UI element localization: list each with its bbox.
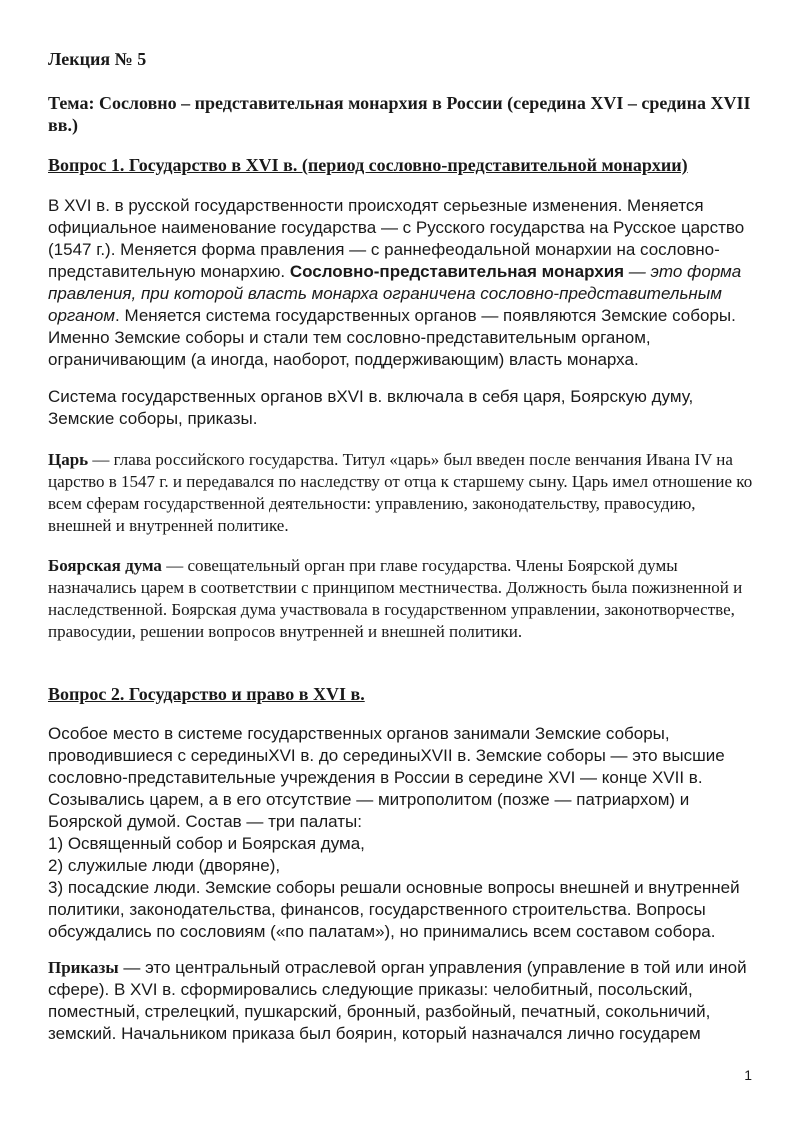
paragraph-text: Особое место в системе государственных органов занимали Земские соборы, проводившиеся с серединыXVI в. до серединыXVII в. Земские соборы — это высшие сословно-представительные учреждения в России в середине XVI — конце XVII в. Созывались царем, а в его отсутствие — митрополитом (позже — патриархом) и Боярской думой. Состав — три палаты: [48,724,725,831]
question-2-paragraph-prikazy [48,957,760,1045]
paragraph-text: В XVI в. в русской государственности происходят серьезные изменения. Меняется официальное наименование государства — с Русского государства на Русское царство (1547 г.). Меняется форма правления — с раннефеодальной монархии на сословно-представительную монархию. [48,196,745,281]
term-estate-monarchy: Сословно-представительная монархия [289,262,625,281]
page-number: 1 [744,1067,752,1083]
question-1-paragraph-1 [48,195,760,371]
paragraph-text: — это центральный отраслевой орган управления (управление в той или иной сфере). В XVI в. сформировались следующие приказы: челобитный, посольский, поместный, стрелецкий, пушкарский, бронный, разбойный, печатный, сокольничий, земский. Начальником приказа был боярин, который назначался лично государем [48,958,747,1043]
list-item: 1) Освященный собор и Боярская дума, [48,834,365,853]
term-prikazy: Приказы [48,958,119,977]
topic-heading: Тема: Сословно – представительная монархия в России (середина XVI – средина XVII вв.) [48,93,751,135]
paragraph-text: . Меняется система государственных органов — появляются Земские соборы. Именно Земские соборы и стали тем сословно-представительным органом, ограничивающим (а иногда, наоборот, поддерживающим) власть монарха. [48,306,736,369]
list-item: 3) посадские люди. Земские соборы решали основные вопросы внешней и внутренней политики, законодательства, финансов, государственного строительства. Вопросы обсуждались по сословиям («по палатам»), но принимались всем составом собора. [48,878,740,941]
question-2-paragraph-1 [48,723,760,943]
question-1-paragraph-tsar [48,449,760,537]
term-tsar: Царь [48,450,89,469]
dash: — [624,262,651,281]
question-2-heading: Вопрос 2. Государство и право в XVI в. [48,684,365,704]
list-item: 2) служилые люди (дворяне), [48,856,281,875]
paragraph-text: — глава российского государства. Титул «царь» был введен после венчания Ивана IV на царство в 1547 г. и передавался по наследству от отца к старшему сыну. Царь имел отношение ко всем сферам государственной деятельности: управлению, законодательству, правосудию, внешней и внутренней политике. [48,450,753,535]
paragraph-text: — совещательный орган при главе государства. Члены Боярской думы назначались царем в соответствии с принципом местничества. Должность была пожизненной и наследственной. Боярская дума участвовала в государственном управлении, законотворчестве, правосудии, решении вопросов внутренней и внешней политики. [48,556,743,641]
question-1-paragraph-2: Система государственных органов вXVI в. включала в себя царя, Боярскую думу, Земские соборы, приказы. [48,387,694,428]
lecture-title: Лекция № 5 [48,49,147,69]
term-boyar-duma: Боярская дума [48,556,162,575]
question-1-paragraph-duma [48,555,760,643]
definition-text: это форма правления, при которой власть монарха ограничена сословно-представительным органом [48,262,742,325]
question-1-heading: Вопрос 1. Государство в XVI в. (период сословно-представительной монархии) [48,155,688,175]
